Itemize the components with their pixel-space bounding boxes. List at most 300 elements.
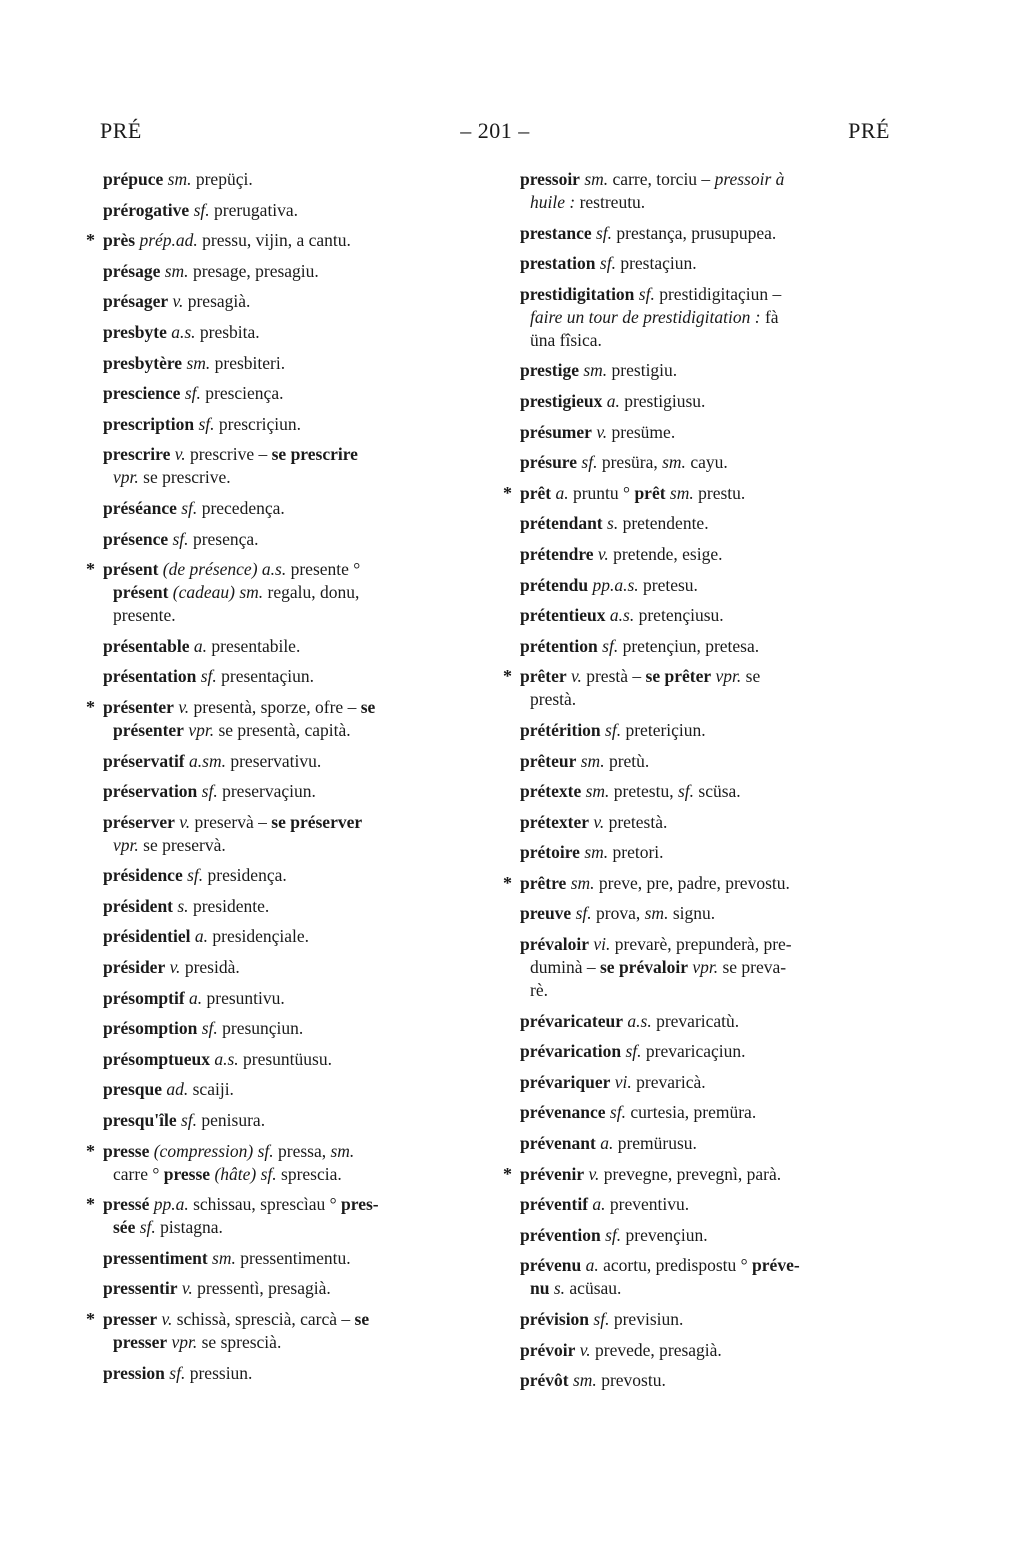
translation: presuntüusu. (238, 1048, 332, 1069)
dictionary-entry (86, 558, 483, 627)
entry-line (520, 1133, 697, 1153)
dictionary-entry (520, 168, 892, 214)
dictionary-entry (520, 902, 892, 925)
entry-marker: * (86, 559, 95, 580)
grammar-label: a. (184, 987, 203, 1008)
headword: présider (103, 957, 166, 978)
entry-line (103, 1309, 369, 1329)
translation: se sprescià. (197, 1332, 282, 1352)
headword: pression (103, 1362, 165, 1383)
entry-line (103, 1331, 483, 1354)
translation: prevaricatù. (651, 1010, 740, 1031)
entry-line (520, 1277, 892, 1300)
headword: prétoire (520, 842, 580, 863)
grammar-label: vpr. (687, 957, 719, 978)
headword: préséance (103, 497, 177, 518)
grammar-label: sf. (189, 199, 210, 220)
headword: prestidigitation (520, 283, 635, 304)
grammar-label: sm. (566, 872, 595, 893)
dictionary-entry (520, 1132, 892, 1155)
dictionary-entry (520, 543, 892, 566)
entry-marker: * (86, 1309, 95, 1329)
translation: pruntu ° (568, 482, 635, 503)
dictionary-entry (520, 635, 892, 658)
translation: precedença. (197, 497, 285, 518)
grammar-label: sf. (605, 1102, 626, 1123)
headword: prévention (520, 1224, 601, 1245)
entry-line (520, 1370, 666, 1390)
grammar-label: sm. (568, 1370, 597, 1391)
headword: presbyte (103, 321, 167, 342)
grammar-label: a. (588, 1194, 606, 1215)
translation: presbita. (195, 321, 260, 342)
headword: prestance (520, 222, 592, 243)
dictionary-entry (103, 1078, 483, 1101)
grammar-label: v. (588, 811, 605, 832)
entry-line (520, 284, 781, 304)
headword: prépuce (103, 169, 164, 189)
translation: carre ° (113, 1163, 164, 1184)
translation: curtesia, premüra. (625, 1102, 757, 1123)
translation: pretori. (608, 842, 664, 863)
dictionary-entry (520, 811, 892, 834)
grammar-label: sm. (163, 169, 192, 189)
translation: prevaricà. (631, 1071, 706, 1092)
entry-line (520, 329, 892, 352)
grammar-label: v. (177, 1278, 193, 1299)
headword: préserver (103, 811, 175, 832)
headword: se (354, 1309, 370, 1329)
dictionary-entry (520, 1193, 892, 1216)
headword: prêt (520, 482, 552, 503)
entry-line (103, 1110, 265, 1130)
translation: preventivu. (605, 1194, 690, 1215)
translation: prova, (591, 903, 645, 924)
translation: presidençiale. (208, 926, 310, 947)
dictionary-entry (520, 1254, 892, 1300)
headword: prescience (103, 383, 181, 404)
headword: se préserver (271, 811, 363, 832)
grammar-label: sf. (176, 497, 198, 518)
translation: presuntivu. (202, 987, 285, 1008)
entry-line (103, 353, 285, 373)
entry-line (520, 191, 892, 214)
dictionary-entry (520, 222, 892, 245)
translation: prestança, prusupupea. (612, 222, 777, 243)
headword: prêt (634, 482, 666, 503)
entry-line (103, 383, 283, 403)
translation: pretestu, (609, 781, 678, 802)
entry-line (103, 466, 483, 489)
grammar-label: vpr. (113, 834, 139, 855)
dictionary-entry (520, 750, 892, 773)
translation: pressentimentu. (235, 1247, 351, 1268)
translation: presüme. (607, 421, 676, 442)
headword: presser (113, 1332, 168, 1352)
entry-line (103, 559, 360, 579)
headword: prévenance (520, 1102, 606, 1123)
entry-line (103, 1018, 303, 1038)
grammar-label: a. (581, 1255, 599, 1276)
dictionary-entry (103, 956, 483, 979)
dictionary-entry (103, 1048, 483, 1071)
translation: presente. (113, 605, 176, 626)
headword: prévision (520, 1309, 590, 1329)
entry-line (103, 957, 240, 977)
grammar-label: sf. (571, 903, 592, 924)
headword: présomptueux (103, 1048, 210, 1069)
translation: prestà. (530, 689, 577, 710)
grammar-label: sm. (579, 842, 609, 863)
grammar-label: sm. (330, 1140, 355, 1161)
grammar-label: sf. (589, 1309, 610, 1329)
dictionary-entry (86, 229, 483, 252)
grammar-label: sf. (194, 413, 215, 434)
translation: scaiji. (188, 1079, 234, 1100)
grammar-label: a.sm. (184, 750, 226, 771)
translation: üna fîsica. (530, 329, 602, 350)
dictionary-entry (103, 321, 483, 344)
headword: présentable (103, 635, 190, 656)
entry-line (520, 1072, 706, 1092)
dictionary-entry (103, 528, 483, 551)
grammar-label: v. (591, 421, 608, 442)
grammar-label: vpr. (167, 1332, 198, 1352)
translation: carre, torciu – (608, 169, 715, 189)
grammar-label: pp.a. (149, 1194, 189, 1215)
translation: presente ° (286, 559, 361, 580)
translation: pressa, (273, 1140, 331, 1161)
grammar-label: (de présence) a.s. (158, 559, 287, 580)
grammar-label: sm. (207, 1247, 236, 1268)
entry-line (103, 1194, 379, 1214)
translation: presidà. (180, 957, 240, 978)
entry-line (520, 544, 722, 564)
headword: prétentieux (520, 605, 606, 626)
headword: présenter (103, 696, 174, 717)
headword: présager (103, 291, 169, 312)
headword: prétérition (520, 719, 601, 740)
dictionary-entry (520, 1369, 892, 1392)
grammar-label: vpr. (711, 666, 742, 687)
headword: prescrire (103, 444, 171, 465)
translation: scüsa. (694, 781, 741, 802)
entry-line (520, 1041, 746, 1061)
headword: pressentir (103, 1278, 178, 1299)
headword: prescription (103, 413, 195, 434)
headword: presqu'île (103, 1110, 177, 1131)
dictionary-entry (520, 841, 892, 864)
dictionary-entry (520, 1339, 892, 1362)
running-head-right: PRÉ (848, 118, 890, 143)
grammar-label: sm. (581, 781, 610, 802)
translation: prepüçi. (191, 169, 253, 189)
headword: sée (113, 1217, 136, 1238)
translation: fà (760, 306, 779, 327)
entry-line (520, 1255, 800, 1275)
translation: acüsau. (565, 1278, 622, 1299)
dictionary-entry (103, 750, 483, 773)
grammar-label: vi. (589, 934, 611, 955)
grammar-label: sf. (197, 1018, 218, 1039)
entry-line (520, 360, 677, 380)
headword: prétendre (520, 543, 594, 564)
grammar-label: sf. (180, 383, 201, 404)
headword: présentation (103, 666, 197, 687)
entry-line (103, 1363, 252, 1383)
dictionary-entry (520, 933, 892, 1002)
entry-line (520, 781, 741, 801)
headword: prévenant (520, 1133, 596, 1154)
headword: prévenir (520, 1163, 585, 1184)
entry-line (520, 391, 705, 411)
headword: prestige (520, 360, 579, 381)
grammar-label: (cadeau) sm. (168, 582, 264, 603)
dictionary-entry (520, 359, 892, 382)
entry-marker: * (86, 1194, 95, 1215)
grammar-label: sm. (182, 352, 211, 373)
translation: pressiun. (185, 1362, 253, 1383)
entry-line (520, 1102, 756, 1122)
grammar-label: sf. (595, 253, 616, 274)
translation: se prescrive. (138, 467, 231, 488)
translation: penisura. (197, 1110, 266, 1131)
dictionary-entry (103, 811, 483, 857)
translation: acortu, predispostu ° (598, 1255, 753, 1276)
dictionary-entry (503, 1163, 892, 1186)
translation: prevostu. (596, 1370, 666, 1391)
dictionary-entry (503, 872, 892, 895)
grammar-label: a. (602, 390, 620, 411)
dictionary-entry (103, 780, 483, 803)
grammar-label: sf. (577, 452, 598, 473)
dictionary-entry (520, 1224, 892, 1247)
translation: pretù. (604, 750, 650, 771)
dictionary-entry (503, 482, 892, 505)
grammar-label: sf. (600, 719, 622, 740)
dictionary-entry (520, 390, 892, 413)
entry-line (520, 903, 715, 923)
translation: prestidigitaçiun – (654, 283, 782, 304)
dictionary-entry (103, 1017, 483, 1040)
grammar-label: a. (595, 1133, 614, 1154)
entry-line (103, 604, 483, 627)
headword: presse (163, 1163, 211, 1184)
translation: pistagna. (155, 1217, 223, 1238)
dictionary-entry (103, 1362, 483, 1385)
entry-line (103, 1248, 351, 1268)
translation: preservà – (190, 811, 272, 832)
grammar-label: v. (584, 1163, 600, 1184)
entry-line (103, 322, 260, 342)
entry-line (520, 1194, 689, 1214)
headword: presser (103, 1309, 158, 1329)
grammar-label: sm. (644, 903, 669, 924)
example-phrase: pressoir à (714, 169, 785, 189)
running-head-left: PRÉ (100, 118, 142, 143)
dictionary-entry (103, 413, 483, 436)
entry-line (520, 812, 667, 832)
entry-marker: * (86, 1140, 95, 1161)
entry-line (520, 934, 792, 954)
entry-marker: * (503, 872, 512, 893)
dictionary-entry (520, 604, 892, 627)
grammar-label: sf. (197, 781, 218, 802)
entry-line (103, 1141, 354, 1161)
headword: présenter (113, 719, 184, 740)
grammar-label: a.s. (166, 321, 196, 342)
grammar-label: v. (168, 291, 184, 312)
dictionary-entry (503, 665, 892, 711)
headword: prétexte (520, 781, 582, 802)
headword: presque (103, 1079, 162, 1100)
translation: presentaçiun. (216, 666, 314, 687)
grammar-label: sf. (621, 1041, 642, 1062)
dictionary-entry (103, 290, 483, 313)
grammar-label: sm. (576, 750, 605, 771)
translation: presagià. (183, 291, 251, 312)
headword: prêtre (520, 872, 567, 893)
entry-line (103, 414, 301, 434)
grammar-label: sf. (196, 666, 217, 687)
dictionary-entry (520, 512, 892, 535)
grammar-label: vpr. (113, 467, 139, 488)
grammar-label: v. (170, 444, 186, 465)
entry-line (520, 223, 776, 243)
headword: prétexter (520, 811, 589, 832)
entry-line (103, 636, 300, 656)
translation: preservaçiun. (217, 781, 316, 802)
grammar-label: a.s. (209, 1048, 239, 1069)
entry-line (103, 1163, 483, 1186)
translation: prescriçiun. (214, 413, 302, 434)
dictionary-entry (103, 199, 483, 222)
translation: prevegne, prevegnì, parà. (599, 1163, 782, 1184)
headword: présidence (103, 865, 183, 886)
translation: prestaçiun. (615, 253, 697, 274)
grammar-label: sf. (677, 781, 695, 802)
translation: preteriçiun. (621, 719, 706, 740)
headword: présage (103, 260, 161, 281)
grammar-label: s. (602, 513, 619, 534)
dictionary-entry (86, 1193, 483, 1239)
grammar-label: a. (551, 482, 569, 503)
entry-line (103, 529, 259, 549)
translation: cayu. (685, 452, 728, 473)
entry-line (103, 1278, 331, 1298)
headword: présomption (103, 1018, 198, 1039)
grammar-label: sm. (665, 482, 694, 503)
right-column (503, 168, 892, 1400)
translation: schissà, sprescià, carcà – (172, 1309, 355, 1329)
grammar-label: prép.ad. (135, 230, 198, 251)
dictionary-entry (103, 168, 483, 191)
grammar-label: v. (593, 543, 609, 564)
headword: prévarication (520, 1041, 622, 1062)
entry-line (520, 1225, 708, 1245)
headword: prévôt (520, 1370, 569, 1391)
dictionary-entry (103, 925, 483, 948)
grammar-label: v. (173, 696, 190, 717)
entry-line (103, 781, 316, 801)
grammar-label: sf. (164, 1362, 186, 1383)
entry-line (103, 812, 362, 832)
grammar-label: sf. (600, 1224, 622, 1245)
entry-line (520, 306, 892, 329)
grammar-label: pp.a.s. (588, 574, 639, 595)
grammar-label: sf. (597, 635, 619, 656)
translation: prestigiusu. (619, 390, 706, 411)
translation: presentabile. (207, 635, 301, 656)
entry-line (520, 169, 784, 189)
entry-line (103, 291, 250, 311)
translation: se preva- (718, 957, 787, 978)
grammar-label: a.s. (605, 605, 635, 626)
grammar-label: v. (157, 1309, 173, 1329)
dictionary-entry (103, 864, 483, 887)
translation: presidença. (203, 865, 287, 886)
headword: pres- (341, 1194, 379, 1215)
entry-line (520, 666, 760, 686)
translation: prestà – (581, 666, 646, 687)
translation: prescrive – (185, 444, 272, 465)
dictionary-entry (86, 1140, 483, 1186)
dictionary-entry (103, 352, 483, 375)
headword: préve- (752, 1255, 800, 1276)
dictionary-entry (520, 421, 892, 444)
entry-line (103, 581, 483, 604)
headword: présomptif (103, 987, 185, 1008)
entry-line (103, 666, 314, 686)
page-number: – 201 – (460, 118, 530, 143)
translation: prestigiu. (607, 360, 678, 381)
dictionary-entry (103, 635, 483, 658)
entry-line (520, 1309, 683, 1329)
grammar-label: v. (575, 1339, 591, 1360)
entry-line (520, 1164, 781, 1184)
headword: prévariquer (520, 1071, 611, 1092)
translation: previsiun. (609, 1309, 684, 1329)
entry-line (520, 842, 664, 862)
grammar-label: vi. (610, 1071, 632, 1092)
dictionary-entry (520, 1308, 892, 1331)
entry-line (103, 169, 253, 189)
headword: nu (530, 1278, 550, 1299)
entry-line (520, 688, 892, 711)
dictionary-entry (103, 382, 483, 405)
translation: pretençiun, pretesa. (618, 635, 760, 656)
grammar-label: (hâte) sf. (210, 1163, 277, 1184)
grammar-label: vpr. (183, 719, 215, 740)
translation: prestu. (693, 482, 746, 503)
grammar-label: v. (566, 666, 582, 687)
entry-line (520, 979, 892, 1002)
entry-line (520, 636, 759, 656)
headword: se (360, 696, 376, 717)
entry-line (520, 873, 790, 893)
grammar-label: sf. (591, 222, 613, 243)
translation: premürusu. (613, 1133, 697, 1154)
entry-line (103, 697, 375, 717)
headword: prêter (520, 666, 567, 687)
translation: duminà – (530, 957, 600, 978)
dictionary-entry (103, 260, 483, 283)
translation: preve, pre, padre, prevostu. (594, 872, 790, 893)
entry-line (520, 1011, 739, 1031)
dictionary-entry (520, 252, 892, 275)
grammar-label: s. (549, 1278, 566, 1299)
translation: presciença. (200, 383, 284, 404)
